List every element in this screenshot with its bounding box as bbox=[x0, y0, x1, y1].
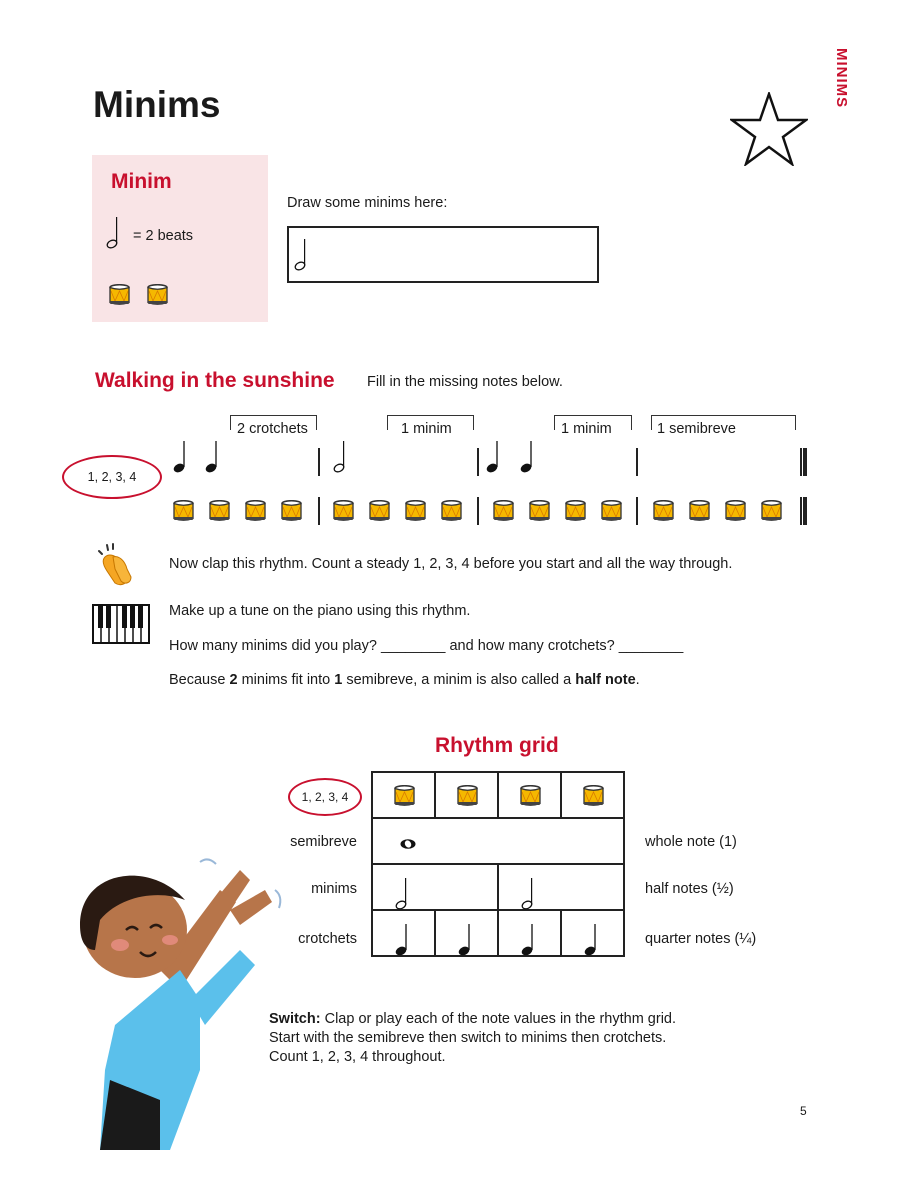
row-label: crotchets bbox=[298, 931, 357, 947]
half-note-explanation bbox=[169, 672, 640, 688]
drum-icon bbox=[529, 500, 550, 527]
final-bar-line bbox=[800, 448, 807, 476]
clapping-hands-icon bbox=[93, 543, 137, 587]
crotchet-note bbox=[520, 440, 536, 479]
half-note-icon bbox=[106, 216, 122, 255]
minim-equation: = 2 beats bbox=[133, 228, 194, 244]
switch-instruction: Start with the semibreve then switch to minims then crotchets. bbox=[269, 1030, 667, 1046]
drum-icon bbox=[689, 500, 710, 527]
bar-line bbox=[636, 497, 638, 525]
crotchet-note bbox=[584, 923, 600, 962]
clap-instruction: Now clap this rhythm. Count a steady 1, 2, 3, 4 before you start and all the way through. bbox=[169, 556, 733, 572]
drum-icon bbox=[441, 500, 462, 527]
crotchet-note bbox=[458, 923, 474, 962]
crotchet-note bbox=[521, 923, 537, 962]
draw-prompt: Draw some minims here: bbox=[287, 195, 448, 211]
bracket-label: 1 minim bbox=[561, 421, 612, 437]
text: Because bbox=[169, 672, 230, 688]
bar-line bbox=[318, 497, 320, 525]
text: 1 bbox=[334, 672, 343, 688]
rhythm-grid bbox=[371, 771, 625, 957]
drum-icon bbox=[369, 500, 390, 527]
text: 2 bbox=[229, 672, 238, 688]
text: semibreve, a minim is also called a bbox=[342, 672, 576, 688]
star-icon bbox=[730, 92, 808, 166]
minim-note bbox=[333, 440, 349, 479]
bracket-label: 2 crotchets bbox=[237, 421, 308, 437]
switch-instruction: Count 1, 2, 3, 4 throughout. bbox=[269, 1049, 446, 1065]
bar-line bbox=[477, 497, 479, 525]
text: Clap or play each of the note values in the rhythm grid. bbox=[320, 1011, 677, 1027]
drum-icon bbox=[653, 500, 674, 527]
drum-icon bbox=[405, 500, 426, 527]
drum-icon bbox=[109, 284, 130, 311]
minim-heading: Minim bbox=[111, 170, 172, 193]
row-description: half notes (½) bbox=[645, 881, 734, 897]
crotchet-note bbox=[486, 440, 502, 479]
rhythm-grid-title: Rhythm grid bbox=[435, 734, 559, 757]
piano-instruction: Make up a tune on the piano using this rhythm. bbox=[169, 603, 471, 619]
page-title: Minims bbox=[93, 84, 221, 125]
walking-title: Walking in the sunshine bbox=[95, 369, 335, 392]
switch-label: Switch: bbox=[269, 1011, 321, 1027]
text: minims fit into bbox=[237, 672, 335, 688]
count-bubble: 1, 2, 3, 4 bbox=[288, 778, 362, 816]
boy-clapping-illustration bbox=[40, 850, 300, 1150]
drum-icon bbox=[173, 500, 194, 527]
drum-icon bbox=[209, 500, 230, 527]
drum-icon bbox=[147, 284, 168, 311]
piano-keyboard-icon bbox=[92, 604, 150, 644]
final-bar-line bbox=[800, 497, 807, 525]
row-description: quarter notes (¼) bbox=[645, 931, 757, 947]
page-number: 5 bbox=[800, 1104, 807, 1118]
crotchet-note bbox=[205, 440, 221, 479]
drum-icon bbox=[245, 500, 266, 527]
minim-drawing-area[interactable] bbox=[287, 226, 599, 283]
crotchet-note bbox=[173, 440, 189, 479]
text: half note bbox=[575, 672, 636, 688]
semibreve-note bbox=[399, 837, 417, 855]
drum-icon bbox=[583, 785, 604, 812]
row-description: whole note (1) bbox=[645, 834, 737, 850]
drum-icon bbox=[761, 500, 782, 527]
count-question: How many minims did you play? ________ and how many crotchets? ________ bbox=[169, 638, 684, 654]
crotchet-note bbox=[395, 923, 411, 962]
switch-instruction bbox=[269, 1011, 676, 1027]
drum-icon bbox=[725, 500, 746, 527]
drum-icon bbox=[281, 500, 302, 527]
count-bubble: 1, 2, 3, 4 bbox=[62, 455, 162, 499]
walking-instruction: Fill in the missing notes below. bbox=[367, 374, 563, 390]
drum-icon bbox=[457, 785, 478, 812]
row-label: minims bbox=[311, 881, 357, 897]
drum-icon bbox=[601, 500, 622, 527]
drum-icon bbox=[493, 500, 514, 527]
bar-line bbox=[477, 448, 479, 476]
half-note-icon bbox=[294, 238, 310, 277]
text: . bbox=[635, 672, 640, 688]
drum-icon bbox=[520, 785, 541, 812]
row-label: semibreve bbox=[290, 834, 357, 850]
bracket-label: 1 semibreve bbox=[657, 421, 736, 437]
section-tab: MINIMS bbox=[833, 48, 850, 109]
bar-line bbox=[318, 448, 320, 476]
drum-icon bbox=[333, 500, 354, 527]
drum-icon bbox=[394, 785, 415, 812]
bar-line bbox=[636, 448, 638, 476]
drum-icon bbox=[565, 500, 586, 527]
bracket-label: 1 minim bbox=[401, 421, 452, 437]
